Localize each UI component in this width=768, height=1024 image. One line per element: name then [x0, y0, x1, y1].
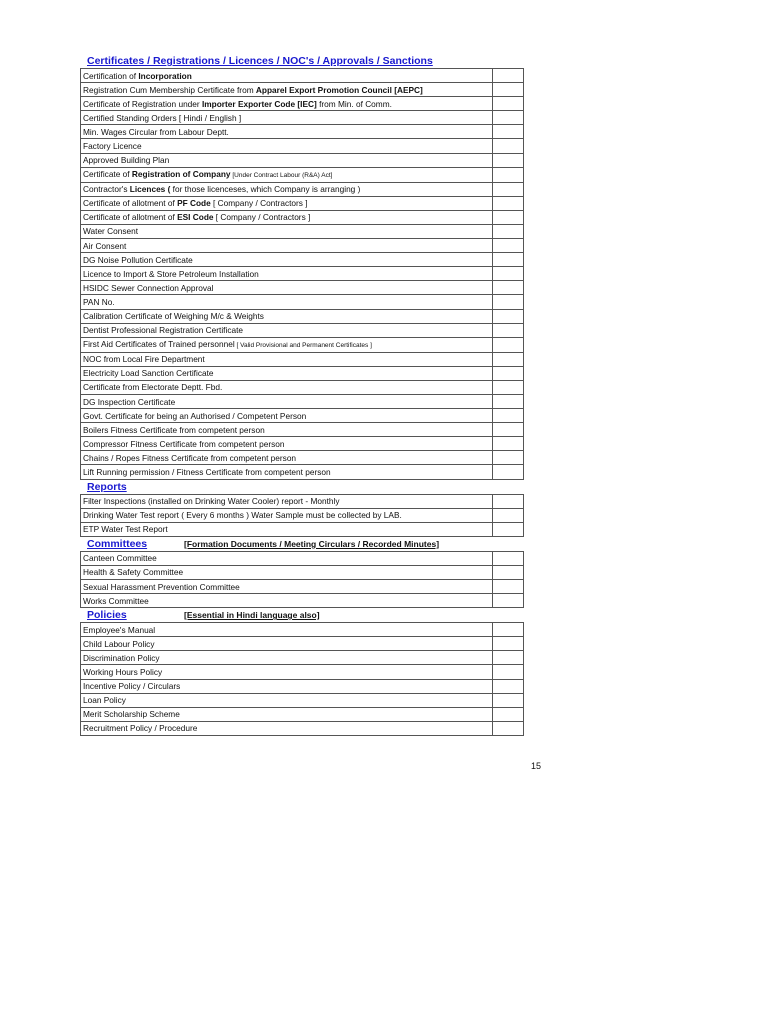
- item-cell: [81, 182, 493, 196]
- status-cell[interactable]: [493, 281, 524, 295]
- item-cell: [81, 409, 493, 423]
- table-row: [81, 153, 524, 167]
- item-text-pre: PAN No.: [83, 296, 115, 307]
- item-cell: [81, 125, 493, 139]
- item-text-pre: Approved Building Plan: [83, 155, 170, 166]
- table-row: [81, 508, 524, 522]
- status-cell[interactable]: [493, 139, 524, 153]
- table-row: [81, 623, 524, 637]
- status-cell[interactable]: [493, 224, 524, 238]
- status-cell[interactable]: [493, 83, 524, 97]
- section-header-reports: [80, 480, 524, 494]
- item-cell: [81, 465, 493, 479]
- status-cell[interactable]: [493, 693, 524, 707]
- item-text-pre: Certification of: [83, 70, 139, 81]
- item-text-pre: Lift Running permission / Fitness Certificate from competent person: [83, 466, 331, 477]
- status-cell[interactable]: [493, 423, 524, 437]
- item-text-pre: Dentist Professional Registration Certificate: [83, 325, 244, 336]
- table-row: [81, 693, 524, 707]
- table-row: [81, 637, 524, 651]
- status-cell[interactable]: [493, 721, 524, 735]
- status-cell[interactable]: [493, 565, 524, 579]
- status-cell[interactable]: [493, 153, 524, 167]
- table-row: [81, 565, 524, 579]
- item-text-pre: Registration Cum Membership Certificate from: [83, 84, 256, 95]
- item-cell: [81, 394, 493, 408]
- table-row: [81, 182, 524, 196]
- table-row: [81, 665, 524, 679]
- item-cell: [81, 651, 493, 665]
- status-cell[interactable]: [493, 167, 524, 182]
- status-cell[interactable]: [493, 409, 524, 423]
- status-cell[interactable]: [493, 352, 524, 366]
- item-text-pre: Certificate from Electorate Deptt. Fbd.: [83, 382, 223, 393]
- table-row: [81, 465, 524, 479]
- status-cell[interactable]: [493, 380, 524, 394]
- status-cell[interactable]: [493, 267, 524, 281]
- item-cell: [81, 253, 493, 267]
- item-cell: [81, 167, 493, 182]
- table-row: [81, 409, 524, 423]
- item-cell: [81, 139, 493, 153]
- status-cell[interactable]: [493, 437, 524, 451]
- section-note: [Formation Documents / Meeting Circulars / Recorded Minutes]: [184, 538, 440, 549]
- table-row: [81, 69, 524, 83]
- table-row: [81, 494, 524, 508]
- item-cell: [81, 451, 493, 465]
- item-text-bold: Apparel Export Promotion Council [AEPC]: [255, 84, 423, 95]
- section-header-policies: [80, 608, 524, 622]
- table-row: [81, 437, 524, 451]
- item-cell: [81, 83, 493, 97]
- status-cell[interactable]: [493, 594, 524, 608]
- item-text-pre: Min. Wages Circular from Labour Deptt.: [83, 126, 229, 137]
- item-cell: [81, 637, 493, 651]
- item-cell: [81, 267, 493, 281]
- item-text-pre: Certified Standing Orders [ Hindi / English ]: [83, 112, 242, 123]
- item-cell: [81, 721, 493, 735]
- item-cell: [81, 494, 493, 508]
- status-cell[interactable]: [493, 295, 524, 309]
- item-text-pre: Child Labour Policy: [83, 638, 155, 649]
- item-text-pre: Licence to Import & Store Petroleum Installation: [83, 268, 259, 279]
- item-text-pre: First Aid Certificates of Trained personnel: [83, 338, 235, 349]
- item-cell: [81, 323, 493, 337]
- table-row: [81, 97, 524, 111]
- item-text-bold: Registration of Company: [131, 168, 231, 179]
- table-row: [81, 125, 524, 139]
- item-cell: [81, 693, 493, 707]
- item-text-pre: Incentive Policy / Circulars: [83, 681, 181, 692]
- item-text-pre: Contractor's: [83, 184, 130, 195]
- table-row: [81, 224, 524, 238]
- item-text-pre: Merit Scholarship Scheme: [83, 709, 180, 720]
- table-row: [81, 83, 524, 97]
- status-cell[interactable]: [493, 580, 524, 594]
- table-row: [81, 295, 524, 309]
- item-text-pre: Air Consent: [83, 240, 127, 251]
- item-text-pre: Certificate of: [83, 168, 132, 179]
- item-text-bold: Incorporation: [138, 70, 192, 81]
- status-cell[interactable]: [493, 465, 524, 479]
- table-row: [81, 423, 524, 437]
- item-cell: [81, 309, 493, 323]
- item-text-bold: Importer Exporter Code [IEC]: [201, 98, 317, 109]
- status-cell[interactable]: [493, 679, 524, 693]
- item-cell: [81, 69, 493, 83]
- item-text-pre: Working Hours Policy: [83, 667, 163, 678]
- status-cell[interactable]: [493, 125, 524, 139]
- item-cell: [81, 224, 493, 238]
- status-cell[interactable]: [493, 707, 524, 721]
- status-cell[interactable]: [493, 494, 524, 508]
- status-cell[interactable]: [493, 522, 524, 536]
- item-cell: [81, 707, 493, 721]
- item-text-pre: Drinking Water Test report ( Every 6 months ) Water Sample must be collected by LAB.: [83, 510, 402, 521]
- item-text-pre: Electricity Load Sanction Certificate: [83, 368, 214, 379]
- table-row: [81, 707, 524, 721]
- table-row: [81, 522, 524, 536]
- status-cell[interactable]: [493, 665, 524, 679]
- table-row: [81, 111, 524, 125]
- item-text-pre: Certificate of allotment of: [83, 198, 178, 209]
- item-text-bold: Licences (: [129, 184, 171, 195]
- table-row: [81, 394, 524, 408]
- section-title: Reports: [87, 480, 127, 493]
- table-row: [81, 253, 524, 267]
- item-cell: [81, 437, 493, 451]
- item-cell: [81, 111, 493, 125]
- table-row: [81, 196, 524, 210]
- item-text-pre: Govt. Certificate for being an Authorised / Competent Person: [83, 410, 307, 421]
- status-cell[interactable]: [493, 239, 524, 253]
- item-text-pre: Compressor Fitness Certificate from competent person: [83, 438, 285, 449]
- status-cell[interactable]: [493, 337, 524, 352]
- status-cell[interactable]: [493, 637, 524, 651]
- item-text-pre: Discrimination Policy: [83, 652, 160, 663]
- item-cell: [81, 97, 493, 111]
- table-row: [81, 139, 524, 153]
- status-cell[interactable]: [493, 97, 524, 111]
- table-row: [81, 580, 524, 594]
- item-cell: [81, 380, 493, 394]
- item-text-pre: Loan Policy: [83, 695, 126, 706]
- status-cell[interactable]: [493, 394, 524, 408]
- item-cell: [81, 337, 493, 352]
- table-row: [81, 267, 524, 281]
- item-cell: [81, 679, 493, 693]
- item-text-post: [ Company / Contractors ]: [210, 198, 308, 209]
- item-text-pre: Factory Licence: [83, 141, 142, 152]
- item-cell: [81, 665, 493, 679]
- status-cell[interactable]: [493, 323, 524, 337]
- item-text-pre: NOC from Local Fire Department: [83, 354, 205, 365]
- item-cell: [81, 281, 493, 295]
- item-cell: [81, 522, 493, 536]
- table-row: [81, 309, 524, 323]
- item-text-pre: Filter Inspections (installed on Drinking Water Cooler) report - Monthly: [83, 496, 340, 507]
- table-row: [81, 366, 524, 380]
- item-text-pre: Certificate of allotment of: [83, 212, 178, 223]
- item-text-small: [ Valid Provisional and Permanent Certificates ]: [236, 341, 372, 349]
- item-cell: [81, 210, 493, 224]
- item-text-pre: Calibration Certificate of Weighing M/c & Weights: [83, 311, 264, 322]
- table-row: [81, 380, 524, 394]
- table-row: [81, 551, 524, 565]
- section-header-committees: [80, 537, 524, 551]
- policies-table: [80, 622, 524, 736]
- item-text-post: from Min. of Comm.: [316, 98, 392, 109]
- item-cell: [81, 196, 493, 210]
- item-text-bold: ESI Code: [177, 212, 214, 223]
- item-text-pre: Works Committee: [83, 595, 149, 606]
- item-cell: [81, 594, 493, 608]
- item-cell: [81, 295, 493, 309]
- status-cell[interactable]: [493, 253, 524, 267]
- table-row: [81, 679, 524, 693]
- item-text-pre: Canteen Committee: [83, 553, 157, 564]
- table-row: [81, 337, 524, 352]
- item-cell: [81, 366, 493, 380]
- item-text-small: [Under Contract Labour (R&A) Act]: [232, 171, 333, 179]
- section-title: Committees: [87, 537, 148, 550]
- table-row: [81, 594, 524, 608]
- item-text-pre: Chains / Ropes Fitness Certificate from competent person: [83, 452, 297, 463]
- status-cell[interactable]: [493, 111, 524, 125]
- status-cell[interactable]: [493, 182, 524, 196]
- checklist-document: [80, 54, 524, 736]
- committees-table: [80, 551, 524, 608]
- item-text-pre: Boilers Fitness Certificate from competent person: [83, 424, 265, 435]
- reports-table: [80, 494, 524, 537]
- item-text-pre: DG Noise Pollution Certificate: [83, 254, 193, 265]
- table-row: [81, 352, 524, 366]
- section-note: [Essential in Hindi language also]: [184, 610, 320, 621]
- item-text-pre: Health & Safety Committee: [83, 567, 184, 578]
- item-text-pre: ETP Water Test Report: [83, 524, 168, 535]
- item-text-pre: Recruitment Policy / Procedure: [83, 723, 198, 734]
- table-row: [81, 281, 524, 295]
- item-text-pre: DG Inspection Certificate: [83, 396, 176, 407]
- item-cell: [81, 423, 493, 437]
- page-number: 15: [531, 761, 542, 771]
- certificates-table: [80, 68, 524, 480]
- item-cell: [81, 352, 493, 366]
- item-cell: [81, 565, 493, 579]
- item-cell: [81, 239, 493, 253]
- item-text-pre: Sexual Harassment Prevention Committee: [83, 581, 240, 592]
- item-cell: [81, 508, 493, 522]
- status-cell[interactable]: [493, 366, 524, 380]
- section-header-certificates: [80, 54, 524, 68]
- table-row: [81, 210, 524, 224]
- item-cell: [81, 153, 493, 167]
- section-title: Policies: [87, 609, 127, 622]
- item-cell: [81, 551, 493, 565]
- status-cell[interactable]: [493, 623, 524, 637]
- item-text-pre: Employee's Manual: [83, 624, 156, 635]
- table-row: [81, 451, 524, 465]
- status-cell[interactable]: [493, 210, 524, 224]
- item-text-pre: Certificate of Registration under: [83, 98, 202, 109]
- item-text-pre: Water Consent: [83, 226, 139, 237]
- status-cell[interactable]: [493, 451, 524, 465]
- item-text-post: for those licenceses, which Company is arranging ): [170, 184, 361, 195]
- item-text-pre: HSIDC Sewer Connection Approval: [83, 282, 214, 293]
- table-row: [81, 167, 524, 182]
- item-cell: [81, 580, 493, 594]
- item-cell: [81, 623, 493, 637]
- status-cell[interactable]: [493, 508, 524, 522]
- status-cell[interactable]: [493, 651, 524, 665]
- status-cell[interactable]: [493, 309, 524, 323]
- status-cell[interactable]: [493, 196, 524, 210]
- status-cell[interactable]: [493, 69, 524, 83]
- section-title: Certificates / Registrations / Licences / NOC's / Approvals / Sanctions: [87, 55, 433, 67]
- item-text-bold: PF Code: [177, 198, 211, 209]
- table-row: [81, 323, 524, 337]
- status-cell[interactable]: [493, 551, 524, 565]
- table-row: [81, 239, 524, 253]
- item-text-post: [ Company / Contractors ]: [213, 212, 311, 223]
- table-row: [81, 651, 524, 665]
- table-row: [81, 721, 524, 735]
